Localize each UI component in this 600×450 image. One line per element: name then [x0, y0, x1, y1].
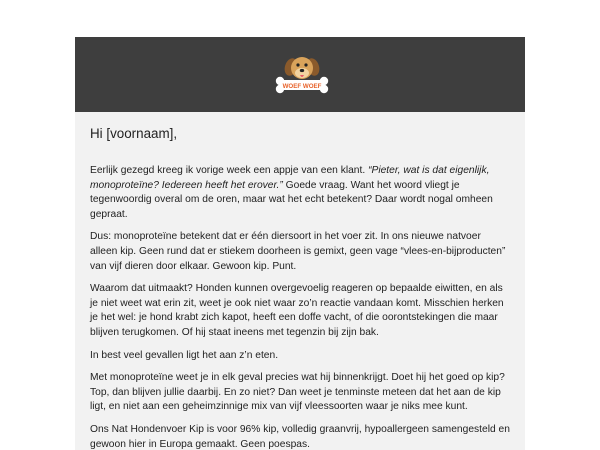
email-paragraph: Dus: monoproteïne betekent dat er één diersoort in het voer zit. In ons nieuwe natvoer alleen kip. Geen rund dat er stiekem doorheen is gemixt, geen vage “vlees-en-bijproducten” van vijf dieren door elkaar. Gewoon kip. Punt.: [90, 231, 506, 272]
dog-logo-icon: [274, 54, 330, 98]
paragraph-text: Eerlijk gezegd kreeg ik vorige week een appje van een klant.: [90, 165, 369, 176]
email-paragraph: In best veel gevallen ligt het aan z’n eten.: [90, 349, 279, 361]
customer-quote: “Pieter, wat is dat eigenlijk, monoproteïne? Iedereen heeft het erover.”: [90, 165, 490, 191]
email-header: [75, 37, 525, 112]
email-paragraph: Met monoproteïne weet je in elk geval precies wat hij binnenkrijgt. Doet hij het goed op kip? Top, dan blijven jullie daarbij. En zo niet? Dan weet je tenminste meteen dat het aan de kip ligt, en niet aan een geheimzinnige mix van vijf vleessoorten waar je niks mee kunt.: [90, 372, 505, 413]
email-content: [75, 112, 525, 450]
email-body: [75, 37, 525, 450]
email-greeting: Hi [voornaam],: [90, 126, 178, 141]
email-paragraph: [90, 164, 511, 222]
email-paragraph: Ons Nat Hondenvoer Kip is voor 96% kip, volledig graanvrij, hypoallergeen samengesteld en gewoon hier in Europa gemaakt. Geen poespas.: [90, 423, 510, 450]
logo-wordmark: WOEF WOEF: [282, 83, 322, 90]
paragraph-text: Goede vraag. Want het woord vliegt je tegenwoordig overal om de oren, maar wat het echt betekent? Daar wordt nogal omheen gepraat.: [90, 179, 493, 220]
email-paragraph: Waarom dat uitmaakt? Honden kunnen overgevoelig reageren op bepaalde eiwitten, en als je niet weet wat erin zit, weet je ook niet waar zo’n reactie vandaan komt. Misschien herken je het wel: je hond krabt zich kapot, heeft een doffe vacht, of die oorontstekingen die maar blijven terugkomen. Of hij staat ineens met tegenzin bij zijn bak.: [90, 283, 504, 338]
